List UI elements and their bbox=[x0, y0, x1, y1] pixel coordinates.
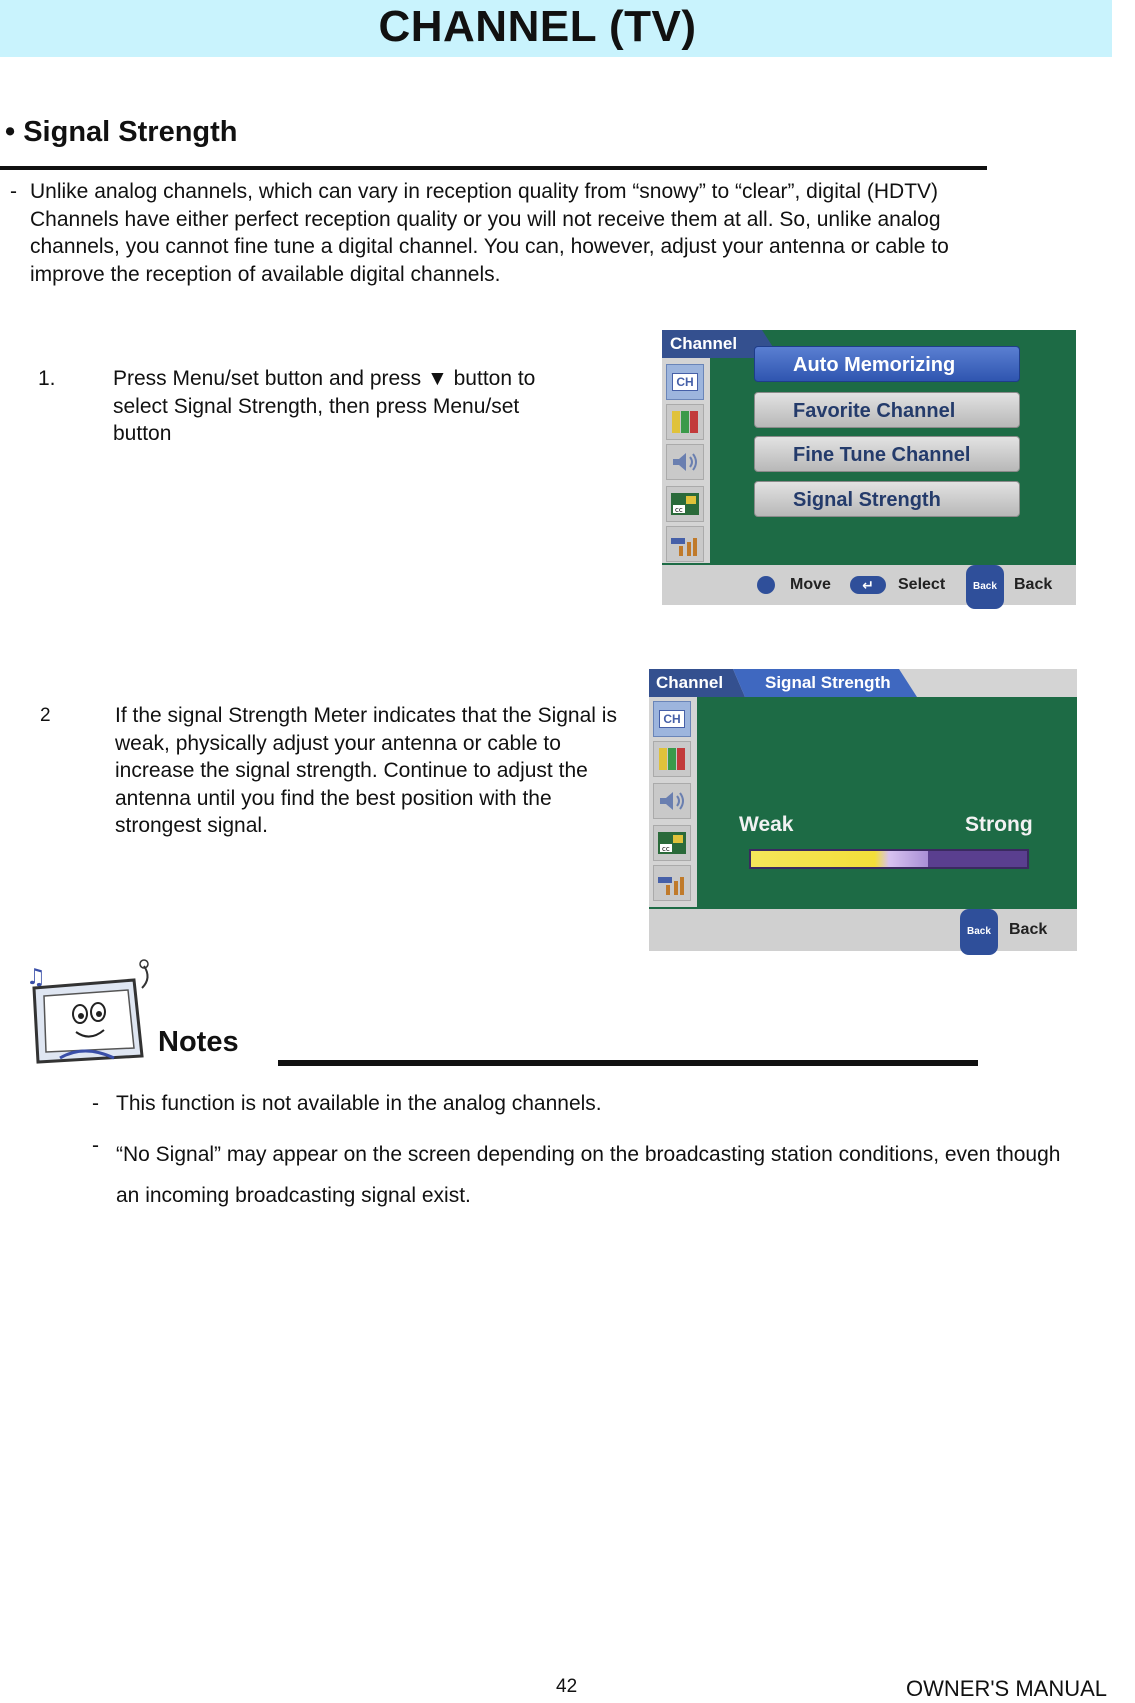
note-1-dash: - bbox=[92, 1092, 99, 1115]
note-2-text: “No Signal” may appear on the screen depending on the broadcasting station conditions, even though an incoming broadcasting signal exist. bbox=[116, 1143, 1061, 1207]
channel-menu-screen bbox=[662, 330, 1076, 605]
step-1-number: 1. bbox=[38, 367, 56, 390]
channel-tab: Channel bbox=[656, 673, 724, 692]
note-2-dash: - bbox=[92, 1134, 99, 1157]
menu-item-signal-strength[interactable]: Signal Strength bbox=[754, 481, 1020, 517]
intro-text: Unlike analog channels, which can vary in reception quality from “snowy” to “clear”, digital (HDTV) Channels have either perfect reception quality or you will not receive them at all. So, unlike analog channels, you cannot fine tune a digital channel. You can, however, adjust your antenna or cable to improve the reception of available digital channels. bbox=[30, 180, 949, 286]
screen2-footer bbox=[649, 909, 1077, 951]
intro-paragraph bbox=[10, 178, 1000, 288]
intro-dash: - bbox=[10, 180, 17, 203]
svg-text:cc: cc bbox=[662, 845, 670, 853]
tv-mascot-icon bbox=[24, 958, 164, 1070]
caption-icon bbox=[666, 486, 704, 522]
menu-item-favorite-channel[interactable]: Favorite Channel bbox=[754, 392, 1020, 428]
svg-text:cc: cc bbox=[675, 506, 683, 514]
sound-icon bbox=[666, 444, 704, 480]
back-badge: Back bbox=[966, 565, 1009, 609]
signal-strength-tab: Signal Strength bbox=[765, 673, 891, 692]
channel-icon: CH bbox=[653, 701, 691, 737]
page-number: 42 bbox=[556, 1676, 578, 1697]
back-label: Back bbox=[1009, 921, 1048, 938]
svg-text:♫: ♫ bbox=[26, 965, 46, 990]
menu-item-auto-memorizing[interactable]: Auto Memorizing bbox=[754, 346, 1020, 382]
channel-icon: CH bbox=[666, 364, 704, 400]
channel-tab: Channel bbox=[670, 334, 738, 353]
menu-item-fine-tune-channel[interactable]: Fine Tune Channel bbox=[754, 436, 1020, 472]
step-2-text: If the signal Strength Meter indicates that the Signal is weak, physically adjust your antenna or cable to increase the signal strength. Continue to adjust the antenna until you find the best position with the strongest signal. bbox=[115, 704, 617, 837]
sound-icon bbox=[653, 783, 691, 819]
setup-icon bbox=[653, 865, 691, 901]
weak-label: Weak bbox=[739, 813, 794, 836]
signal-meter bbox=[749, 849, 1029, 869]
caption-icon bbox=[653, 825, 691, 861]
picture-icon bbox=[666, 404, 704, 440]
step-1-text: Press Menu/set button and press ▼ button to select Signal Strength, then press Menu/set button bbox=[113, 367, 536, 445]
footer-label: OWNER'S MANUAL bbox=[906, 1676, 1107, 1701]
signal-meter-fill bbox=[751, 851, 928, 867]
sidebar bbox=[662, 358, 710, 563]
move-icon bbox=[757, 576, 775, 594]
back-badge: Back bbox=[960, 909, 1003, 955]
notes-label: Notes bbox=[158, 1026, 239, 1058]
note-1-text: This function is not available in the analog channels. bbox=[116, 1092, 602, 1115]
picture-icon bbox=[653, 741, 691, 777]
section-heading: • Signal Strength bbox=[5, 116, 238, 148]
section-divider bbox=[0, 166, 987, 170]
select-label: Select bbox=[898, 576, 946, 593]
screen1-footer bbox=[662, 565, 1076, 605]
signal-strength-screen bbox=[649, 669, 1077, 951]
sidebar bbox=[649, 697, 697, 907]
step-2-number: 2 bbox=[40, 705, 51, 726]
back-label: Back bbox=[1014, 576, 1053, 593]
select-icon: ↵ bbox=[850, 576, 886, 594]
strong-label: Strong bbox=[965, 813, 1033, 836]
move-label: Move bbox=[790, 576, 831, 593]
setup-icon bbox=[666, 526, 704, 562]
page-title: CHANNEL (TV) bbox=[378, 2, 697, 51]
notes-divider bbox=[278, 1060, 978, 1066]
